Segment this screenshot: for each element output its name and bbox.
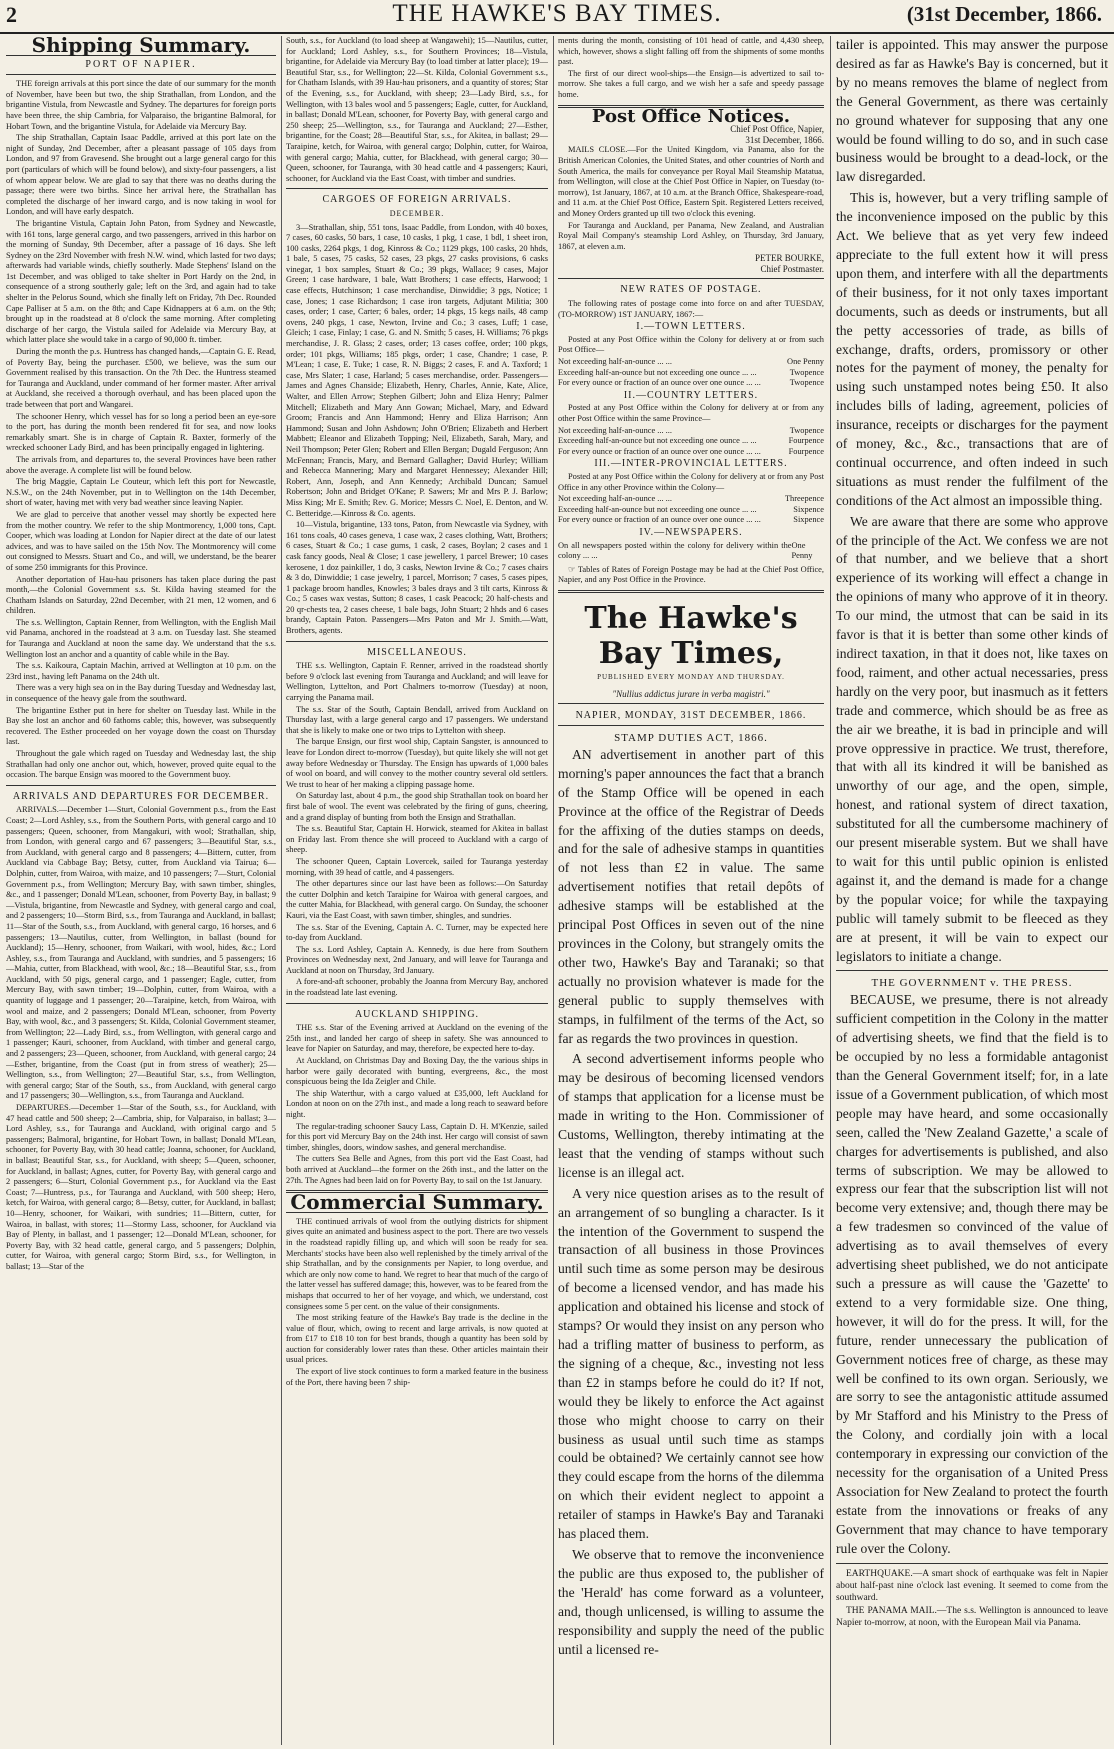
rate-value: Fourpence <box>788 436 824 446</box>
divider <box>286 641 548 642</box>
commercial-continued: ments during the month, consisting of 101 head of cattle, and 4,430 sheep, which, however, shows a slight falling off from the shipments of some months past. <box>558 36 824 67</box>
divider <box>286 1003 548 1004</box>
rate-value: Twopence <box>789 378 824 388</box>
cargoes-month: DECEMBER. <box>389 208 445 218</box>
article-paragraph: The brigantine Vistula, Captain John Paton, from Sydney and Newcastle, with 161 tons, large general cargo, and two passengers, arrived in this harbor on the morning of Sunday, 9th December, after a passage of 16 days. She left Sydney on the 23rd November with fresh N.W. wind, which lasted for two days; afterwards had variable winds, chiefly southerly. Made Stephens' Island on the 1st December, and was obliged to take shelter in Port Hardy on the 2nd, in consequence of a strong southerly gale; left on the 3rd, and again had to take shelter in the Pelorus Sound, which she finally left on Friday, 7th Dec. Rounded Cape Palliser at 5 a.m. on the 8th; and Cape Kidnappers at 6 a.m. on the 9th; brought up in the roadstead at 8 o'clock the same morning. After completing discharge of her cargo, the Vistula sailed for Adelaide via Mercury Bay, at which latter place she would take in a cargo of 90,000 ft. timber. <box>6 218 276 345</box>
article-paragraph: The s.s. Star of the South, Captain Bendall, arrived from Auckland on Thursday last, with a large general cargo and 17 passengers. We understand that she is likely to make one or two trips to Lyttelton with sheep. <box>286 704 548 735</box>
editorial-paragraph: AN advertisement in another part of this morning's paper announces the fact that a branch of the Stamp Office will be opened in each Province at the office of the Registrar of Deeds for the affixing of the duties stamps on deeds, and for the sale of adhesive stamps in quantities of not less than £2 in value. The same advertisement notifies that retail depôts of adhesive stamps will be established at the principal Post Offices in seven out of the nine provinces in the Colony, but strangely omits the other two, Hawke's Bay and Taranaki; so that actually no provision whatever is made for the general public to supply themselves with stamps, in fulfilment of the terms of the Act, so far as regards the two provinces in question. <box>558 746 824 1046</box>
divider <box>558 725 824 726</box>
article-paragraph: The brigantine Esther put in here for shelter on Tuesday last. While in the Bay she lost an anchor and 60 fathoms cable; this, however, was subsequently recovered. The Esther proceeded on her voyage down the coast on Thursday last. <box>6 705 276 747</box>
article-paragraph: THE continued arrivals of wool from the outlying districts for shipment gives quite an animated and business aspect to the port. There are two vessels in the roadstead rapidly filling up, and which will soon be ready for sea. Merchants' stocks have been also well replenished by the timely arrival of the ship Strathallan, and by the consignments per Napier, to long overdue, and which are only now come to hand. We regret to hear that much of the cargo of the latter vessel has suffered damage; this, however, was to be feared from the mishaps that occurred to her of her voyage, and which, we understand, cost consignees some 5 per cent. on the value of their consignments. <box>286 1216 548 1311</box>
article-paragraph: Throughout the gale which raged on Tuesday and Wednesday last, the ship Strathallan had only one anchor out, which, however, proved quite equal to the occasion. The barque Ensign was moored to the Government buoy. <box>6 749 276 780</box>
divider <box>558 703 824 704</box>
mail-notice: For Tauranga and Auckland, per Panama, New Zealand, and Australian Royal Mail Company's steamship Lord Ashley, on Thursday, 3rd January, 1867, at eleven a.m. <box>558 220 824 251</box>
article-paragraph: The ship Strathallan, Captain Isaac Paddle, arrived at this port late on the night of Sunday, 2nd December, after a pleasant passage of 105 days from London, and 97 from Gravesend. She brought out a large general cargo for this port (particulars of which will be found below), and sixty-four passengers, a list of whom appear below. We are glad to say that there was no deaths during the passage; there were two births. Since her arrival here, the Strathallan has completed the discharge of her inward cargo, and is now taking in wool for London, and will have early despatch. <box>6 133 276 217</box>
cargoes-heading: CARGOES OF FOREIGN ARRIVALS. <box>322 194 512 206</box>
paper-motto: "Nullius addictus jurare in verba magistri." <box>612 688 770 699</box>
article-paragraph: The export of live stock continues to form a marked feature in the business of the Port, there having been 7 ship- <box>286 1367 548 1387</box>
departures-list: DEPARTURES.—December 1—Star of the South, s.s., for Auckland, with 47 head cattle and 500 sheep; 2—Cambria, ship, for Valparaiso, in ballast; 3—Lord Ashley, s.s., for Tauranga and Auckland, with original cargo and 5 passengers; Balmoral, brigantine, for Hobart Town, in ballast; Donald M'Lean, schooner, for Poverty Bay, with 30 head cattle; Joanna, schooner, for Auckland, in ballast; Beautiful Star, s.s., for Auckland, with sheep; 5—Queen, schooner, for Auckland, in ballast; Agnes, cutter, for Poverty Bay, with general cargo and 2 passengers; 6—Sturt, Colonial Government p.s., for Auckland via the East Coast; 7—Huntress, p.s., for Tauranga and Auckland, with 500 sheep; Hero, ketch, for Wairoa, with general cargo; 8—Betsy, cutter, for Auckland, in ballast; 10—Henry, schooner, for Waikari, with sundries; 11—Bittern, cutter, for Wairoa, in ballast, with stores; 11—Stormy Lass, schooner, for Auckland via Bay of Plenty, in ballast, and 1 passenger; 12—Donald M'Lean, schooner, for Poverty Bay, with 32 head cattle, general cargo, and 5 passengers; Dolphin, cutter, for Wairoa, with general cargo; Storm Bird, s.s., for Wellington, in ballast; 13—Star of the <box>6 1103 276 1271</box>
divider <box>836 970 1108 971</box>
rate-row <box>558 447 824 458</box>
rate-label: For every ounce or fraction of an ounce over one ounce ... ... <box>558 378 761 388</box>
issue-date: (31st December, 1866. <box>906 2 1102 26</box>
rate-value: Sixpence <box>793 504 824 514</box>
publication-schedule: PUBLISHED EVERY MONDAY AND THURSDAY. <box>597 672 785 681</box>
rate-label: Exceeding half-an-ounce but not exceeding one ounce ... ... <box>558 367 757 377</box>
column-rule <box>281 36 282 1745</box>
article-paragraph: The most striking feature of the Hawke's Bay trade is the decline in the value of flour, which, owing to recent and large arrivals, is now quoted at from £17 to £18 10 ton for best brands, though a quantity has been sold by auction for considerably lower rates than these. Other articles maintain their usual prices. <box>286 1313 548 1365</box>
rate-section-heading: II.—COUNTRY LETTERS. <box>623 389 759 401</box>
rate-value: One Penny <box>791 540 813 561</box>
article-paragraph: The first of our direct wool-ships—the Ensign—is advertized to sail to-morrow. She takes a full cargo, and we wish her a safe and speedy passage home. <box>558 68 824 99</box>
article-paragraph: THE foreign arrivals at this port since the date of our summary for the month of November, have been but two, the ship Strathallan, from London, and the brigantine Vistula, from Newcastle and Sydney. The departures for foreign ports have been three, the ship Cambria, for Valparaiso, the brigantine Balmoral, for Hobart Town, and the brigantine Vistula, for Adelaide via Mercury Bay. <box>6 79 276 131</box>
divider <box>286 188 548 189</box>
postmaster-name: PETER BOURKE, <box>754 253 824 264</box>
rate-label: For every ounce or fraction of an ounce over one ounce ... ... <box>558 446 761 456</box>
article-paragraph: On Saturday last, about 4 p.m., the good ship Strathallan took on board her first bale of wool. The event was celebrated by the firing of guns, cheering, and a grand display of bunting from both the Ensign and Strathallan. <box>286 791 548 822</box>
article-paragraph: The regular-trading schooner Saucy Lass, Captain D. H. M'Kenzie, sailed for this port vid Mercury Bay on the 24th inst. Her cargo will consist of sawn timber, shingles, doors, window sashes, and general merchandise. <box>286 1121 548 1152</box>
divider <box>6 785 276 786</box>
article-paragraph: The s.s. Kaikoura, Captain Machin, arrived at Wellington at 10 p.m. on the 23rd inst., having left Panama on the 24th ult. <box>6 661 276 681</box>
column-shipping-summary <box>6 36 276 1745</box>
article-paragraph: The s.s. Wellington, Captain Renner, from Wellington, with the English Mail vid Panama, anchored in the roadstead at 3 a.m. on Tuesday last. She steamed for Tauranga and Auckland at noon the same day. We understand that the s.s. Wellington lost an anchor and a quantity of cable while in the Bay. <box>6 617 276 659</box>
rate-row <box>558 426 824 437</box>
paper-title-block <box>558 601 824 699</box>
foreign-rates-text: Tables of Rates of Foreign Postage may be had at the Chief Post Office, Napier, and any Post Office in the Province. <box>558 564 824 585</box>
editorial-paragraph: We observe that to remove the inconvenience the public are thus exposed to, the publisher of the 'Herald' has come forward as a volunteer, and, though unlicensed, is willing to assume the responsibility and supply the need of the public until a licensed re- <box>558 1546 824 1657</box>
post-office-heading: Post Office Notices. <box>591 105 791 127</box>
editorial-paragraph: We are aware that there are some who approve of the principle of the Act. We confess we are not of that number, and we believe that a short experience of its working will effect a change in the opinions of many who approve of it in theory. To our mind, the utmost that can be said in its favor is that it is better than some other kinds of indirect taxation, in that it does not, like taxes on food, raiment, and other actual necessaries, press hardly on the very poor, but inasmuch as it fetters trade and commerce, which should be as free as the air we breathe, it is bad in principle and will prove oppressive in practice. We trust, therefore, that with all its kindred it will be banished as unworthy of our age, and the open, simple, honest, and rational system of direct taxation, substituted for all the cumbersome machinery of our present miserable system. But we shall have to wait for this until public opinion is enlisted against it, and the demand is made for a change by the popular voice; for while the taxpaying public will tamely submit to be fleeced as they are at present, it will be vain to expect our legislators to initiate a change. <box>836 513 1108 964</box>
rate-label: Not exceeding half-an-ounce ... ... <box>558 494 672 504</box>
rate-value: Threepence <box>784 494 824 504</box>
postmaster-title: Chief Postmaster. <box>760 263 824 274</box>
article-paragraph: A fore-and-aft schooner, probably the Joanna from Mercury Bay, anchored in the roadstead late last evening. <box>286 977 548 998</box>
article-paragraph: The barque Ensign, our first wool ship, Captain Sangster, is announced to leave for London direct to-morrow (Tuesday), but quite likely she will not get away before Wednesday or Thursday. The Ensign has upwards of 1,000 bales of wool on board, and will convey to the mother country several old settlers. We trust to hear of her making a clipping passage home. <box>286 737 548 789</box>
rate-row <box>558 505 824 516</box>
article-paragraph: The arrivals from, and departures to, the several Provinces have been rather above the average. A complete list will be found below. <box>6 454 276 475</box>
mail-notice: MAILS CLOSE.—For the United Kingdom, via Panama, also for the British American Colonies, the United States, and other countries of North and South America, the mails for conveyance per Royal Mail Steamship Matatua, from Wellington, will close at the Chief Post Office in Napier, on Tuesday (to-morrow), 1st January, 1867, at 10 a.m. at the Branch Office, Shakespeare-road, and 11 a.m. at the Chief Post Office, Eastern Spit. Registered Letters received, and Money Orders granted up till two o'clock this evening. <box>558 145 824 218</box>
departures-continued: South, s.s., for Auckland (to load sheep at Wangawehi); 15—Nautilus, cutter, for Auckland; Lord Ashley, s.s., for Southern Provinces; 18—Vistula, brigantine, for Adelaide via Mercury Bay (to load timber at latter place); 19—Beautiful Star, s.s., for Wellington; 22—St. Kilda, Colonial Government s.s., for Chatham Islands, with 39 Hau-hau prisoners, and a quantity of stores; Star of the Evening, s.s., for Auckland, with sheep; 23—Lady Bird, s.s., for Wellington, with 13 bales wool and 5 passengers; Eagle, cutter, for Auckland, in ballast; Donald M'Lean, schooner, for Poverty Bay, with general cargo and 250 sheep; 25—Wellington, s.s., for Tauranga and Auckland; 27—Esther, brigantine, for the Coast; 28—Beautiful Star, s.s., for Akitea, in ballast; 29—Taraipine, ketch, for Wairoa, with general cargo; Dolphin, cutter, for Wairoa, with general cargo; Mahia, cutter, for Blackhead, with general cargo; 30—Queen, schooner, for Tauranga, with 30 head cattle and 4 passengers; Kauri, schooner, for Auckland via the East Coast, with timber and sundries. <box>286 36 548 183</box>
rate-row <box>558 436 824 447</box>
rate-label: On all newspapers posted within the colony for delivery within the colony ... ... <box>558 540 792 561</box>
rate-row <box>558 515 824 526</box>
rates-intro: The following rates of postage come into force on and after TUESDAY, (TO-MORROW) 1ST JANUARY, 1867:— <box>558 299 824 319</box>
section-heading-shipping: Shipping Summary. <box>31 36 251 57</box>
rate-value: Twopence <box>789 425 824 435</box>
article-paragraph: At Auckland, on Christmas Day and Boxing Day, the the various ships in harbor were gaily decorated with bunting, evergreens, &c., the most conspicuous being the Ida Zeigler and Chile. <box>286 1056 548 1087</box>
miscellaneous-heading: MISCELLANEOUS. <box>367 646 467 658</box>
article-paragraph: There was a very high sea on in the Bay during Tuesday and Wednesday last, in consequence of the heavy gale from the southward. <box>6 683 276 704</box>
pointing-hand-icon: ☞ <box>568 564 578 574</box>
article-paragraph: During the month the p.s. Huntress has changed hands,—Captain G. E. Read, of Poverty Bay, being the purchaser. £500, we believe, was the sum our Government realised by this transaction. On the 7th Dec. the Huntress steamed for Tauranga and Auckland, under command of her former master. After arrival at Auckland, she received a thorough overhaul, and has been placed upon the trade between that port and Wangarei. <box>6 347 276 409</box>
article-paragraph: The other departures since our last have been as follows:—On Saturday the cutter Dolphin and ketch Taraipine for Wairoa with general cargoes, and the cutter Mahia, for Blackhead, with general cargo. On Sunday, the schooner Kauri, via the East Coast, with sawn timber, shingles, and sundries. <box>286 879 548 920</box>
government-press-heading: THE GOVERNMENT v. THE PRESS. <box>871 977 1073 990</box>
column-rule <box>553 36 554 1745</box>
page-number: 2 <box>6 2 17 27</box>
editorial-paragraph: BECAUSE, we presume, there is not already sufficient competition in the Colony in the matter of advertising sheets, we find that the field is to be occupied by no less a formidable antagonist than the General Government itself; for, in a late issue of a Government publication, of which most people may have heard, and some occasionally seen, called the 'New Zealand Gazette,' a scale of charges for advertisements is published, and also terms of subscription. We may be allowed to express our fear that the subscription list will not become very extensive; and, though there may be a few tradesmen so convinced of the value of advertising as to avail themselves of every advertising sheet published, we do not anticipate such a pressure as will cause the 'Gazette' to extend to a very formidable size. One thing, however, it will do for the press. It will, for the future, render unnecessary the publication of Government notices free of charge, as these may well be confined to its own organ. Seriously, we are sorry to see the antagonistic attitude assumed by Mr Stafford and his Ministry to the Press of the Colony, and cordially join with a local contemporary in expressing our conviction of the necessity for the organisation of a United Press Association for New Zealand to protect the fourth estate from the innovations or freaks of any Government that may chance to have temporary rule over the Colony. <box>836 992 1108 1556</box>
editorial-heading: STAMP DUTIES ACT, 1866. <box>614 731 768 744</box>
article-paragraph: The ship Waterthur, with a cargo valued at £35,000, left Auckland for London at noon on on the 27th inst., and made a long reach to seaward before night. <box>286 1088 548 1119</box>
auckland-shipping-heading: AUCKLAND SHIPPING. <box>354 1008 480 1020</box>
article-paragraph: The schooner Henry, which vessel has for so long a period been an eye-sore to the port, has during the month been rendered fit for sea, and now looks remarkably smart. She is in charge of Captain R. Baxter, formerly of the wrecked schooner Lady Bird, and has been principally engaged in lightering. <box>6 411 276 453</box>
divider <box>836 1563 1108 1564</box>
rate-section-heading: I.—TOWN LETTERS. <box>636 321 746 333</box>
divider <box>558 278 824 279</box>
arrivals-heading: ARRIVALS AND DEPARTURES FOR DECEMBER. <box>12 790 270 802</box>
arrivals-list: ARRIVALS.—December 1—Sturt, Colonial Government p.s., from the East Coast; 2—Lord Ashley, s.s., from the Southern Ports, with general cargo and 10 passengers; Queen, schooner, from Mangakuri, with wool; Strathallan, ship, from London, with general cargo and 67 passengers; 3—Beautiful Star, s.s., from Auckland, with general cargo and 8 passengers; 4—Bittern, cutter, from Auckland via Cabbage Bay; Betsy, cutter, from Auckland via Tairua; 6—Dolphin, cutter, from Wairoa, with maize, and 10 passengers; 7—Sturt, Colonial Government p.s., from Wellington; Mercury Bay, with sawn timber, shingles, &c., and 1 passenger; Donald M'Lean, schooner, from Poverty Bay, in ballast; 9—Vistula, brigantine, from Newcastle and Sydney, with general cargo and coal, and 2 passengers; 10—Storm Bird, s.s., from Tauranga and Auckland, in ballast; 11—Star of the South, s.s., from Auckland, with general cargo, 16 horses, and 6 passengers; 13—Nautilus, cutter, from Wellington, in ballast (bound for Auckland); 15—Henry, schooner, from Waikari, with wool, hides, &c.; Lord Ashley, s.s., from Tauranga and Auckland, with sundries, and 5 passengers; 16—Mahia, cutter, from Blackhead, with wool, &c.; 18—Beautiful Star, s.s., from Auckland, with 50 pigs, general cargo, and 1 passenger; Eagle, cutter, from Mercury Bay, with sawn timber; 19—Dolphin, cutter, from Wairoa, with a quantity of luggage and 1 passenger; 20—Taraipine, ketch, from Wairoa, with wool and maize, and 2 passengers; Donald M'Lean, schooner, from Poverty Bay, with wool, &c., and 3 passengers; St. Kilda, Colonial Government steamer, from Wellington; 22—Lady Bird, s.s., from Wellington, with general cargo and 1 passenger; Kauri, schooner, from Auckland, with timber and general cargo, and 2 passengers; 23—Queen, schooner, from Auckland, with general cargo; 24—Esther, brigantine, from the Coast (put in from stress of weather); 25—Wellington, s.s., from Wellington; 27—Beautiful Star, s.s., from Wellington, with general cargo; Star of the South, s.s., from Auckland, with general cargo and 17 passengers; 30—Wellington, s.s., from Tauranga and Auckland. <box>6 805 276 1101</box>
rate-label: Not exceeding half-an-ounce ... ... <box>558 357 672 367</box>
rate-label: Exceeding half-an-ounce but not exceeding one ounce ... ... <box>558 436 757 446</box>
editorial-dateline: NAPIER, MONDAY, 31ST DECEMBER, 1866. <box>575 709 807 721</box>
column-post-office-editorial <box>558 36 824 1745</box>
editorial-paragraph: This is, however, but a very trifling sample of the inconvenience imposed on the public by this Act. We believe that as yet very few indeed appreciate to the full extent how it will press upon them, and interfere with all the departments of their business, for it not only taxes important documents, such as deeds or instruments, but all the petty accessories of trade, as bills of exchange, drafts, orders, promissory or other notes for the payment of money, the penalty for using such unstamped notes being £50. It also includes bills of lading, agreement, policies of insurance, receipts or discharges for the payment of money, &c., &c., transactions that are of continual occurrence, and often indeed in such situations as must render the fulfilment of the conditions of the Act almost an impossible thing. <box>836 190 1108 508</box>
rate-row <box>558 494 824 505</box>
news-note: EARTHQUAKE.—A smart shock of earthquake was felt in Napier about half-past nine o'clock last evening. It seemed to come from the southward. <box>836 1568 1108 1603</box>
post-office-date: 31st December, 1866. <box>745 134 824 145</box>
foreign-rates-note <box>558 565 824 586</box>
article-paragraph: The cutters Sea Belle and Agnes, from this port vid the East Coast, had both arrived at Auckland—the former on the 26th inst., and the latter on the 27th. The Agnes had been laid on for Poverty Bay, to sail on the 1st January. <box>286 1154 548 1185</box>
article-paragraph: The schooner Queen, Captain Lovercek, sailed for Tauranga yesterday morning, with 39 head of cattle, and 4 passengers. <box>286 856 548 877</box>
column-cargoes <box>286 36 548 1745</box>
article-paragraph: Another deportation of Hau-hau prisoners has taken place during the past month,—the Colonial Government s.s. St. Kilda having steamed for the Chatham Islands on Saturday, 22nd December, with 21 men, 12 women, and 6 children. <box>6 574 276 616</box>
cargo-entry: 10—Vistula, brigantine, 133 tons, Paton, from Newcastle via Sydney, with 161 tons coals, 40 cases geneva, 1 case wax, 2 cases clothing, Watt, Brothers; 6 cases, Stuart & Co.; 1 case gums, 1 cask, 2 cases, Boylan; 2 cases and 1 cask fancy goods, Neal & Close; 1 case jewellery, 1 parcel Brewer; 10 cases kerosene, 1 doz painkiller, 1 do, 3 casks, Newton Irvine & Co.; 7 cases chairs & 3 do, Dinwiddie; 1 case jewelry, 1 parcel, Morrison; 7 cases, 5 cases pipes, 1 package broom handles, Knowles; 3 bales drays and 3 tilt carts, Kinross & Co.; 5 cases wax vestas, Sutton; 8 cases, 1 cask Peacock; 20 half-chests and 20 qr-chests tea, 2 cases cheese, 1 bale bags, John Stuart; 2 hhds and 6 cases brandy, Captain Paton. Passengers—Mrs Paton and Mr J. Smith.—Watt, Brothers, agents. <box>286 520 548 636</box>
rate-label: Not exceeding half-an-ounce ... ... <box>558 425 672 435</box>
rate-value: Sixpence <box>793 515 824 525</box>
port-subheading: PORT OF NAPIER. <box>85 58 197 70</box>
post-office-location: Chief Post Office, Napier, <box>730 124 824 135</box>
editorial-paragraph: A second advertisement informs people who may be desirous of becoming licensed vendors of stamps that application for a license must be made in writing to the Hon. Commissioner of Customs, Wellington, thereby intimating at the least that the vending of stamps without such license is an illegal act. <box>558 1051 824 1180</box>
rate-section-heading: III.—INTER-PROVINCIAL LETTERS. <box>594 458 788 470</box>
cargo-entry: 3—Strathallan, ship, 551 tons, Isaac Paddle, from London, with 40 boxes, 7 cases, 60 casks, 50 bars, 1 case, 10 casks, 1 pkg, 1 case, 1 bdl, 1 sheet iron, 100 casks, 2264 pkgs, 1 dog, Kinross & Co.; 1129 pkgs, 100 casks, 20 hhds, 1 bale, 5 cases, 75 casks, 52 cases, 23 pkgs, 27 casks provisions, 6 casks vinegar, 1 box samples, Stuart & Co.; 39 pkgs, Wallace; 9 cases, Major Green; 1 case hardware, 1 bale, Watt Brothers; 1 case effects, Harwood; 1 case effects, Hutchinson; 1 case merchandise, Dinwiddie; 3 pgs, Notice; 1 case, Jones; 1 case Richardson; 1 case iron targets, Adjutant Militia; 300 cases, order; 1 case, Carter; 6 bales, order; 14 pkgs, 15 kegs nails, 48 camp ovens, 240 pkgs, 1 case, Newton, Irvine and Co.; 3 cases, Luff; 1 case, Gleich; 1 case, Finlay; 1 case, G. and N. Smith; 5 cases, H. Williams; 76 pkgs merchandise, J. R. Glass; 2 cases, order; 13 cases coffee, order; 100 pkgs, order; 101 pkgs, Williams; 185 pkgs, order; 1 case, Chandre; 1 case, P. M'Lean; 1 case, E. Tuke; 1 case, R. N. Biggs; 2 cases, F. and A. Taxford; 1 case, Mrs Slater; 1 case, Harland; 5 cases merchandise, order. Passengers—James and Agnes Chanside; Elizabeth, Henry, Charles, Annie, Kate, Alice, Walter, and Ellen Arrow; Stephen Gilbert; John and Eliza Henry; Palmer Mitchell; Elizabeth and Mary Ann Gowan; Michael, Mary, and Edward Groom; Francis and Ann Hammond; Henry and Eliza Harrison; Ann Hammond; Susan and John Ashdown; John O'Brien; Elizabeth and Herbert Mabbett; Eleanor and Elizabeth Topping; Neil, Elizabeth, Sarah, Mary, and Neil Thompson; Peter Glen; Robert and Ellen Bergan; Dugald Ferguson; Ann McFennan; Francis, Mary, and Bernard Gallagher; David Hurley; William and Rebecca Mannering; Mary and Margaret Hennessey; Alexander Hill; Robert, Ann, Joseph, and Ann Kennedy; Archibald Duncan; Samuel Robertson; John and Bridget O'Kane; P. Sawers; Mr and Mrs P. J. Barlow; Miss King; Mr E. Smith; Rev. G. Morice; Messrs C. Noel, E. Denton, and W. C. Betteridge.—Kinross & Co. agents. <box>286 222 548 518</box>
article-paragraph: THE s.s. Star of the Evening arrived at Auckland on the evening of the 25th inst., and landed her cargo of sheep in safety. She was announced to leave for Napier on Saturday, and may, therefore, be expected here to-day. <box>286 1023 548 1054</box>
rate-section-intro: Posted at any Post Office within the Colony for delivery at or from such Post Office— <box>558 334 824 355</box>
rate-section-heading: IV.—NEWSPAPERS. <box>639 526 743 538</box>
column-editorial-continued <box>836 36 1108 1745</box>
article-paragraph: The brig Maggie, Captain Le Couteur, which left this port for Newcastle, N.S.W., on the 24th November, put in to Wellington on the 14th December, short of water, having met with very bad weather since leaving Napier. <box>6 477 276 508</box>
editorial-paragraph: A very nice question arises as to the result of an arrangement of so bungling a character. Is it the intention of the Government to suspend the transaction of all business in those Provinces until such time as some person may be desirous of become a licensed vendor, and has made his application and obtained his license and stock of stamps? Or would they insist on any person who had a trifling matter of business to perform, as the signing of a cheque, &c., investing not less than £2 in stamps before he could do it? If not, would they be likely to enforce the Act against those who might choose to carry on their business as usual until such time as stamps could be obtained? We certainly cannot see how they could escape from the horns of the dilemma on which their evident neglect to appoint a retailer of stamps in Hawke's Bay and Taranaki has placed them. <box>558 1185 824 1542</box>
postage-rates-heading: NEW RATES OF POSTAGE. <box>620 284 762 296</box>
rate-label: Exceeding half-an-ounce but not exceeding one ounce ... ... <box>558 504 757 514</box>
divider <box>558 590 824 593</box>
paper-name: The Hawke's Bay Times, <box>584 600 798 671</box>
rate-value: One Penny <box>787 357 824 367</box>
newspaper-title: THE HAWKE'S BAY TIMES. <box>392 0 722 27</box>
rate-row <box>558 357 824 368</box>
masthead <box>0 0 1114 34</box>
article-paragraph: The s.s. Star of the Evening, Captain A. C. Turner, may be expected here to-day from Auckland. <box>286 922 548 943</box>
section-heading-commercial: Commercial Summary. <box>290 1190 544 1215</box>
article-paragraph: We are glad to perceive that another vessel may shortly be expected here from the mother country. We refer to the ship Montmorency, 1,000 tons, Capt. Cooper, which was loading at London for Napier direct at the date of our latest advices, and was to have sailed on the 15th Nov. The Montmorency will come out consigned to Messrs. Stuart and Co., and will, we understand, be the bearer of some 250 immigrants for this Province. <box>6 509 276 572</box>
article-paragraph: The s.s. Beautiful Star, Captain H. Horwick, steamed for Akitea in ballast on Friday last. From thence she will proceed to Auckland with a cargo of sheep. <box>286 824 548 855</box>
rate-row <box>558 541 824 562</box>
rate-value: Twopence <box>789 367 824 377</box>
rate-label: For every ounce or fraction of an ounce over one ounce ... ... <box>558 515 761 525</box>
rate-section-intro: Posted at any Post Office within the Colony for delivery at or from any Post Office in any other Province within the Colony— <box>558 471 824 492</box>
article-paragraph: The s.s. Lord Ashley, Captain A. Kennedy, is due here from Southern Provinces on Wednesday next, 2nd January, and will leave for Tauranga and Auckland at noon on Thursday, 3rd January. <box>286 944 548 975</box>
rate-row <box>558 378 824 389</box>
rate-value: Fourpence <box>788 446 824 456</box>
rate-row <box>558 368 824 379</box>
news-note: THE PANAMA MAIL.—The s.s. Wellington is announced to leave Napier to-morrow, at noon, with the European Mail via Panama. <box>836 1605 1108 1628</box>
article-paragraph: THE s.s. Wellington, Captain F. Renner, arrived in the roadstead shortly before 9 o'clock last evening from Tauranga and Auckland; and will leave for Wellington, Lyttelton, and Port Chalmers to-morrow (Tuesday) at noon, carrying the Panama mail. <box>286 661 548 703</box>
column-rule <box>830 36 831 1745</box>
editorial-paragraph: tailer is appointed. This may answer the purpose desired as far as Hawke's Bay is concerned, but it by no means removes the blame of neglect from the General Government, as there was certainly no ground whatever for supposing that any one would be found willing to do so, and in such case business would be brought to a dead-lock, or the law disregarded. <box>836 37 1108 185</box>
rate-section-intro: Posted at any Post Office within the Colony for delivery at or from any other Post Office within the same Province— <box>558 403 824 423</box>
divider <box>6 74 276 75</box>
